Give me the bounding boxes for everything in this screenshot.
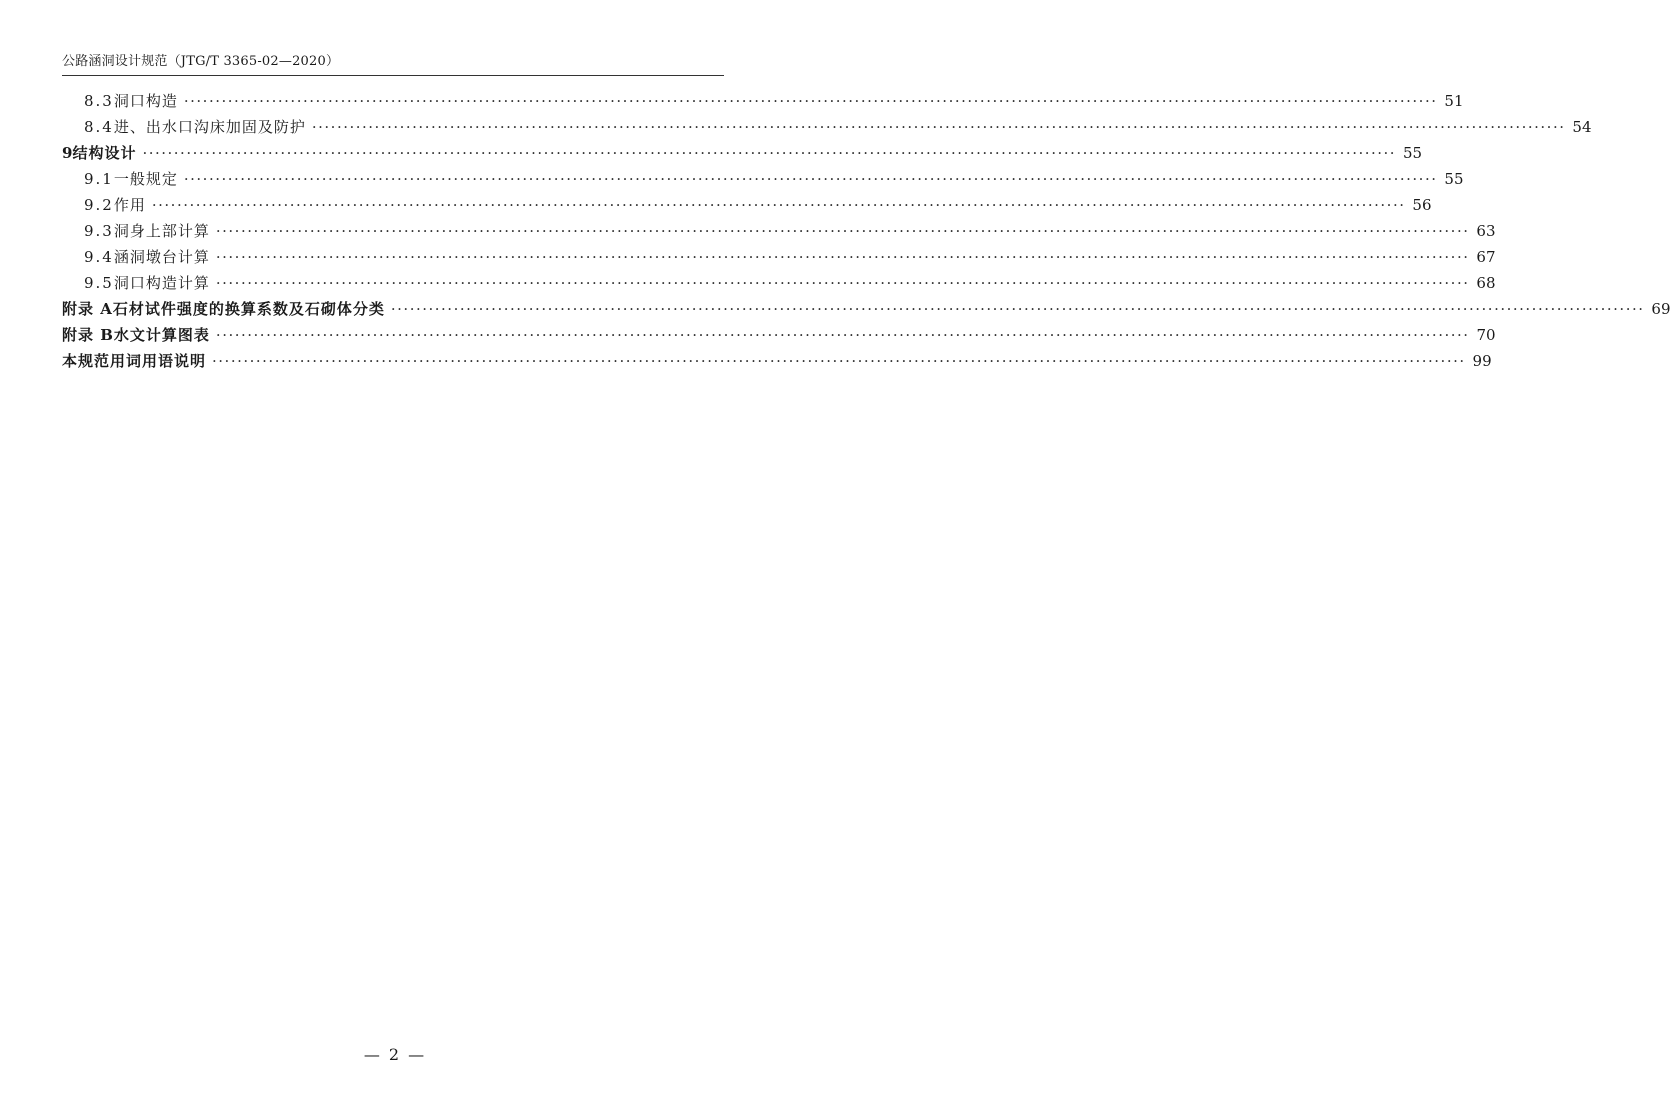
toc-entry-title: 洞身上部计算 bbox=[113, 222, 210, 240]
toc-entry-number: 附录 B bbox=[62, 326, 114, 344]
toc-leader-dots: ········································································································································································································ bbox=[215, 274, 1470, 292]
toc-leader-dots: ········································································································································································································ bbox=[215, 222, 1470, 240]
toc-entry-page: 55 bbox=[1444, 170, 1464, 188]
toc-leader-dots: ········································································································································································································ bbox=[142, 144, 1397, 162]
toc-entry bbox=[84, 114, 1592, 140]
toc-entry-page: 69 bbox=[1651, 300, 1671, 318]
toc-leader-dots: ········································································································································································································ bbox=[183, 92, 1438, 110]
toc-entry-page: 55 bbox=[1402, 144, 1423, 162]
toc-entry-page: 68 bbox=[1476, 274, 1496, 292]
toc-entry-number: 9.4 bbox=[84, 248, 114, 266]
toc-entry-title: 洞口构造 bbox=[113, 92, 178, 110]
toc-entry bbox=[62, 348, 1492, 374]
toc-entry-page: 63 bbox=[1476, 222, 1496, 240]
toc-entry-page: 56 bbox=[1412, 196, 1432, 214]
toc-leader-dots: ········································································································································································································ bbox=[183, 170, 1438, 188]
toc-entry bbox=[62, 296, 1671, 322]
toc-entry-number: 9.1 bbox=[84, 170, 114, 188]
toc-entry-number: 8.4 bbox=[84, 118, 114, 136]
header-rule bbox=[62, 75, 724, 76]
toc-entry-title: 洞口构造计算 bbox=[113, 274, 210, 292]
toc-entry-number: 附录 A bbox=[62, 300, 113, 318]
toc-entry-number: 9.3 bbox=[84, 222, 114, 240]
toc-entry bbox=[84, 88, 1464, 114]
toc-entry-title: 石材试件强度的换算系数及石砌体分类 bbox=[112, 300, 385, 318]
toc-entry-title: 水文计算图表 bbox=[113, 326, 210, 344]
toc-leader-dots: ········································································································································································································ bbox=[215, 326, 1470, 344]
toc-leader-dots: ········································································································································································································ bbox=[212, 352, 1466, 370]
toc-entry bbox=[84, 166, 1464, 192]
toc-entry bbox=[84, 218, 1496, 244]
toc-entry-title: 一般规定 bbox=[113, 170, 178, 188]
toc-entry-title: 结构设计 bbox=[72, 144, 137, 162]
toc-entry-number: 9 bbox=[62, 144, 73, 162]
toc-entry-title: 作用 bbox=[113, 196, 146, 214]
toc-leader-dots: ········································································································································································································ bbox=[390, 300, 1645, 318]
toc-entry-page: 99 bbox=[1472, 352, 1492, 370]
toc-entry-page: 67 bbox=[1476, 248, 1496, 266]
toc-entry-title: 涵洞墩台计算 bbox=[113, 248, 210, 266]
toc-entry-title: 本规范用词用语说明 bbox=[62, 352, 207, 370]
page-number: — 2 — bbox=[363, 1045, 427, 1064]
toc-leader-dots: ········································································································································································································ bbox=[215, 248, 1470, 266]
toc-entry-page: 54 bbox=[1572, 118, 1592, 136]
toc-entry bbox=[62, 322, 1496, 348]
toc-leader-dots: ········································································································································································································ bbox=[311, 118, 1566, 136]
toc-entry-title: 进、出水口沟床加固及防护 bbox=[113, 118, 306, 136]
running-header: 公路涵洞设计规范（JTG/T 3365-02—2020） bbox=[62, 54, 340, 69]
toc-entry-number: 8.3 bbox=[84, 92, 114, 110]
toc-entry-number: 9.2 bbox=[84, 196, 114, 214]
toc-leader-dots: ········································································································································································································ bbox=[151, 196, 1406, 214]
toc-entry bbox=[84, 270, 1496, 296]
toc-entry bbox=[84, 192, 1432, 218]
toc-entry bbox=[62, 140, 1423, 166]
toc-entry-page: 70 bbox=[1476, 326, 1496, 344]
toc-entry bbox=[84, 244, 1496, 270]
toc-entry-page: 51 bbox=[1444, 92, 1464, 110]
toc-entry-number: 9.5 bbox=[84, 274, 114, 292]
